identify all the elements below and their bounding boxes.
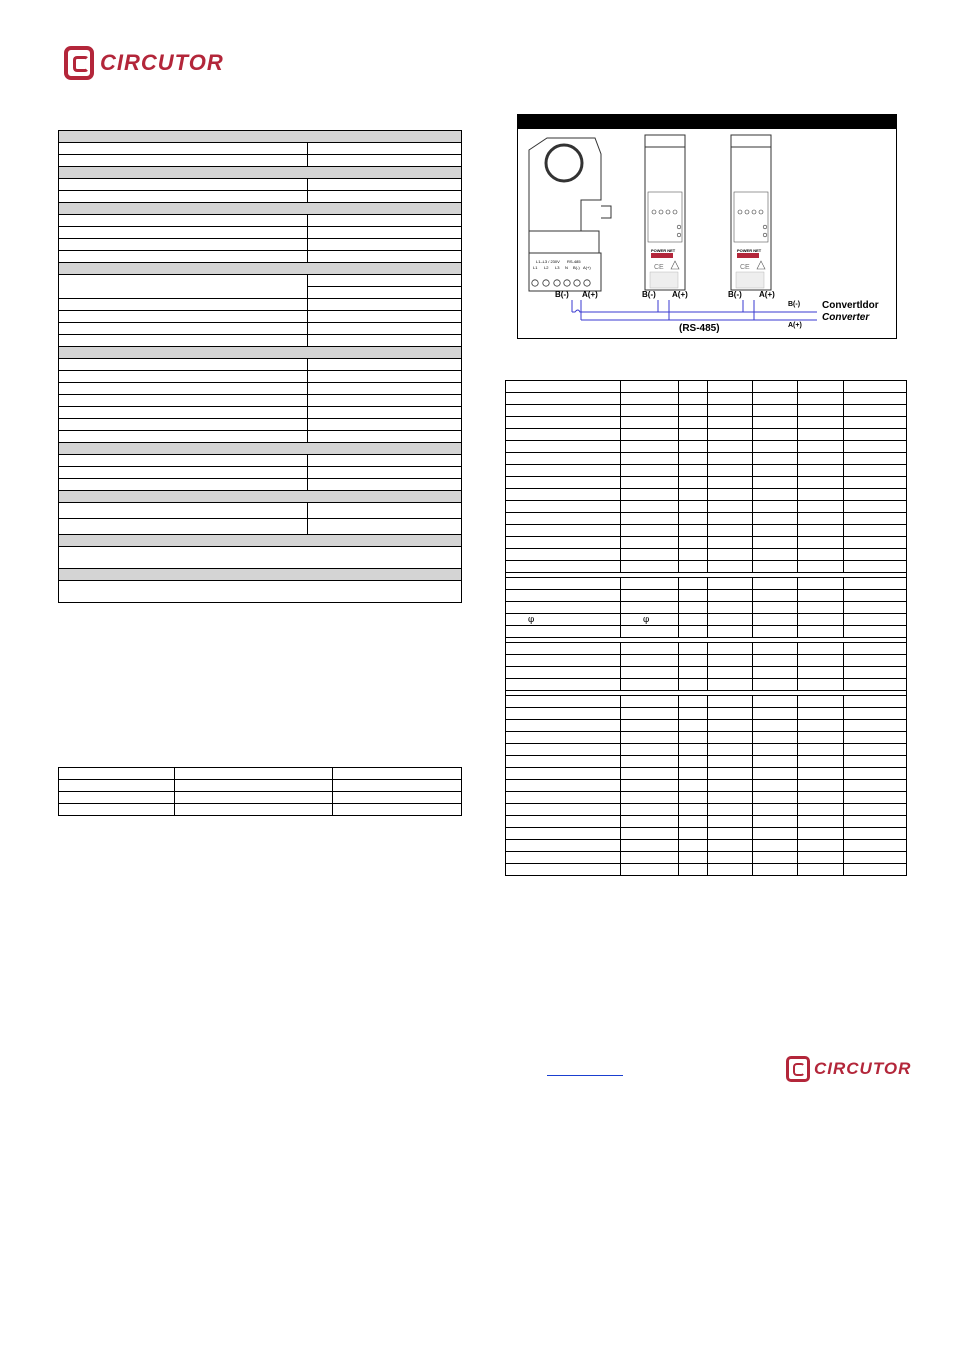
phi-symbol-1: φ: [506, 614, 621, 626]
brand-name: CIRCUTOR: [100, 50, 224, 75]
footer-logo: [786, 1056, 911, 1082]
terminal-label-a: A(+): [583, 265, 591, 270]
meter-1-pin-b-label: B(-): [642, 290, 656, 299]
power-meter-2: [731, 135, 771, 290]
meter-1-pin-a-label: A(+): [672, 290, 688, 299]
terminal-label-n: N: [565, 265, 568, 270]
terminal-header-right: RS-485: [567, 259, 581, 264]
circutor-logo-icon: [64, 46, 94, 80]
register-table: [505, 380, 907, 876]
small-table: [58, 767, 462, 816]
meter-1-label: POWER NET: [651, 248, 676, 253]
phi-symbol-2: φ: [621, 614, 679, 626]
bus-a-label: A(+): [788, 322, 802, 329]
footer-brand-name: CIRCUTOR: [814, 1059, 912, 1078]
terminal-label-l3: L3: [555, 265, 560, 270]
meter-2-pin-a-label: A(+): [759, 290, 775, 299]
terminal-label-l2: L2: [544, 265, 549, 270]
bus-b-label: B(-): [788, 301, 801, 308]
header-logo: [64, 46, 224, 80]
svg-text:RS-485: [567, 259, 581, 264]
converter-label-en: Converter: [822, 312, 870, 323]
terminal-header-left: L1–L3 / 230V: [536, 259, 560, 264]
converter-label-es: Convertldor: [822, 300, 879, 311]
meter-2-pin-b-label: B(-): [728, 290, 742, 299]
svg-text:CE: CE: [740, 264, 750, 271]
footer-link[interactable]: [547, 1067, 623, 1076]
terminal-label-l1: L1: [533, 265, 538, 270]
svg-text:CE: CE: [654, 264, 664, 271]
sensor-pin-a-label: A(+): [582, 290, 598, 299]
bus-label: (RS-485): [679, 323, 720, 334]
sensor-pin-b-label: B(-): [555, 290, 569, 299]
power-meter-1: [645, 135, 685, 290]
terminal-label-b: B(-): [573, 265, 580, 270]
connection-diagram: [517, 114, 897, 339]
circutor-logo-icon-footer: [786, 1056, 810, 1082]
specifications-table: [58, 130, 462, 603]
meter-2-label: POWER NET: [737, 248, 762, 253]
svg-text:L1–L3 / 230V: [536, 259, 560, 264]
